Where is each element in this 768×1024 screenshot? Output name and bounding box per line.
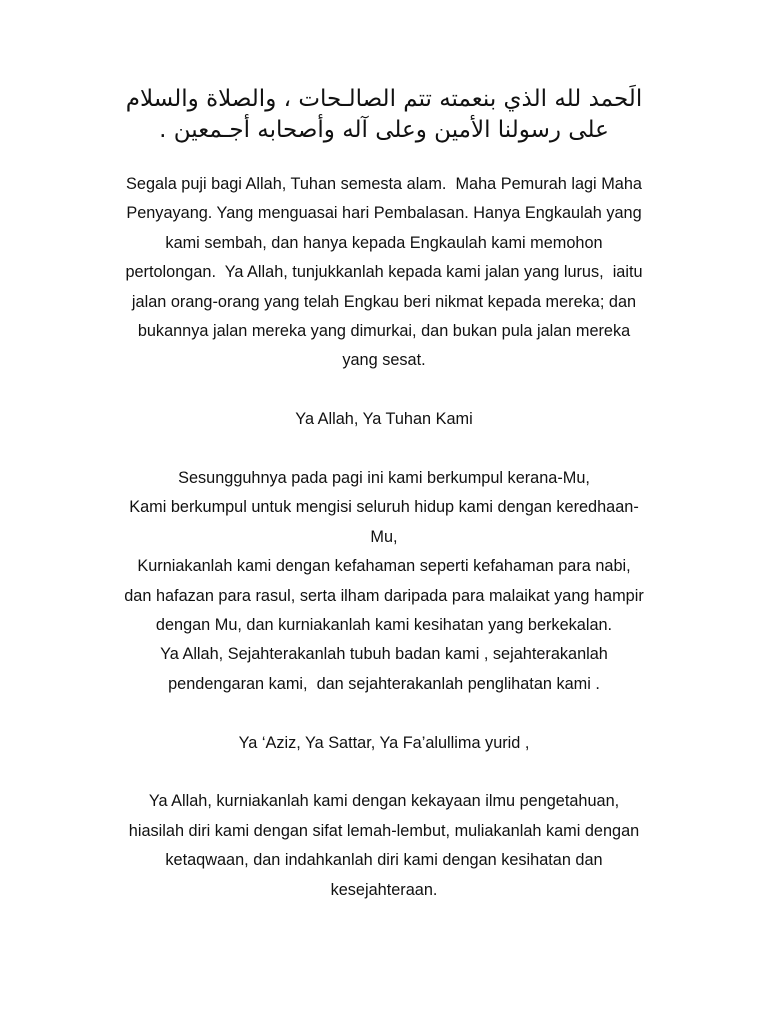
text-line: jalan orang-orang yang telah Engkau beri nikmat kepada mereka; dan — [131, 292, 637, 311]
arabic-heading-line-1: الَحمد لله الذي بنعمته تتم الصالـحات ، والصلاة والسلام — [125, 86, 643, 112]
paragraph-gathering — [84, 464, 684, 699]
text-line: dengan Mu, dan kurniakanlah kami kesihatan yang berkekalan. — [155, 616, 613, 635]
text-line: Ya Allah, Sejahterakanlah tubuh badan kami , sejahterakanlah — [160, 645, 608, 664]
text-line: Mu, — [370, 527, 398, 546]
text-line: Segala puji bagi Allah, Tuhan semesta alam. Maha Pemurah lagi Maha — [126, 175, 642, 193]
text-line: dan hafazan para rasul, serta ilham daripada para malaikat yang hampir — [124, 586, 644, 605]
text-line: kesejahteraan. — [330, 880, 438, 899]
spacer — [84, 376, 684, 405]
invocation-ya-aziz: Ya ‘Aziz, Ya Sattar, Ya Fa’alullima yurid , — [238, 733, 530, 752]
text-line: bukannya jalan mereka yang dimurkai, dan bukan pula jalan mereka — [137, 322, 631, 341]
text-line: Kurniakanlah kami dengan kefahaman seperti kefahaman para nabi, — [137, 557, 631, 576]
text-line: ketaqwaan, dan indahkanlah diri kami dengan kesihatan dan — [165, 851, 603, 870]
text-line: pendengaran kami, dan sejahterakanlah penglihatan kami . — [168, 674, 600, 693]
spacer — [84, 758, 684, 787]
arabic-heading — [84, 84, 684, 146]
spacer — [84, 435, 684, 464]
spacer — [84, 699, 684, 728]
paragraph-praise — [84, 170, 684, 376]
text-line: Sesungguhnya pada pagi ini kami berkumpul kerana-Mu, — [178, 469, 590, 488]
text-line: yang sesat. — [342, 351, 426, 370]
text-line: kami sembah, dan hanya kepada Engkaulah kami memohon — [165, 233, 603, 252]
text-line: pertolongan. Ya Allah, tunjukkanlah kepada kami jalan yang lurus, iaitu — [125, 263, 643, 282]
paragraph-knowledge — [84, 787, 684, 905]
text-line: Penyayang. Yang menguasai hari Pembalasan. Hanya Engkaulah yang — [126, 204, 642, 223]
text-line: Ya Allah, kurniakanlah kami dengan kekayaan ilmu pengetahuan, — [148, 792, 620, 811]
text-line: hiasilah diri kami dengan sifat lemah-lembut, muliakanlah kami dengan — [128, 821, 640, 840]
arabic-heading-line-2: على رسولنا الأمين وعلى آله وأصحابه أجـمعين . — [159, 117, 609, 143]
text-line: Kami berkumpul untuk mengisi seluruh hidup kami dengan keredhaan- — [129, 498, 639, 517]
invocation-ya-allah: Ya Allah, Ya Tuhan Kami — [295, 410, 473, 429]
document-body — [84, 170, 684, 905]
